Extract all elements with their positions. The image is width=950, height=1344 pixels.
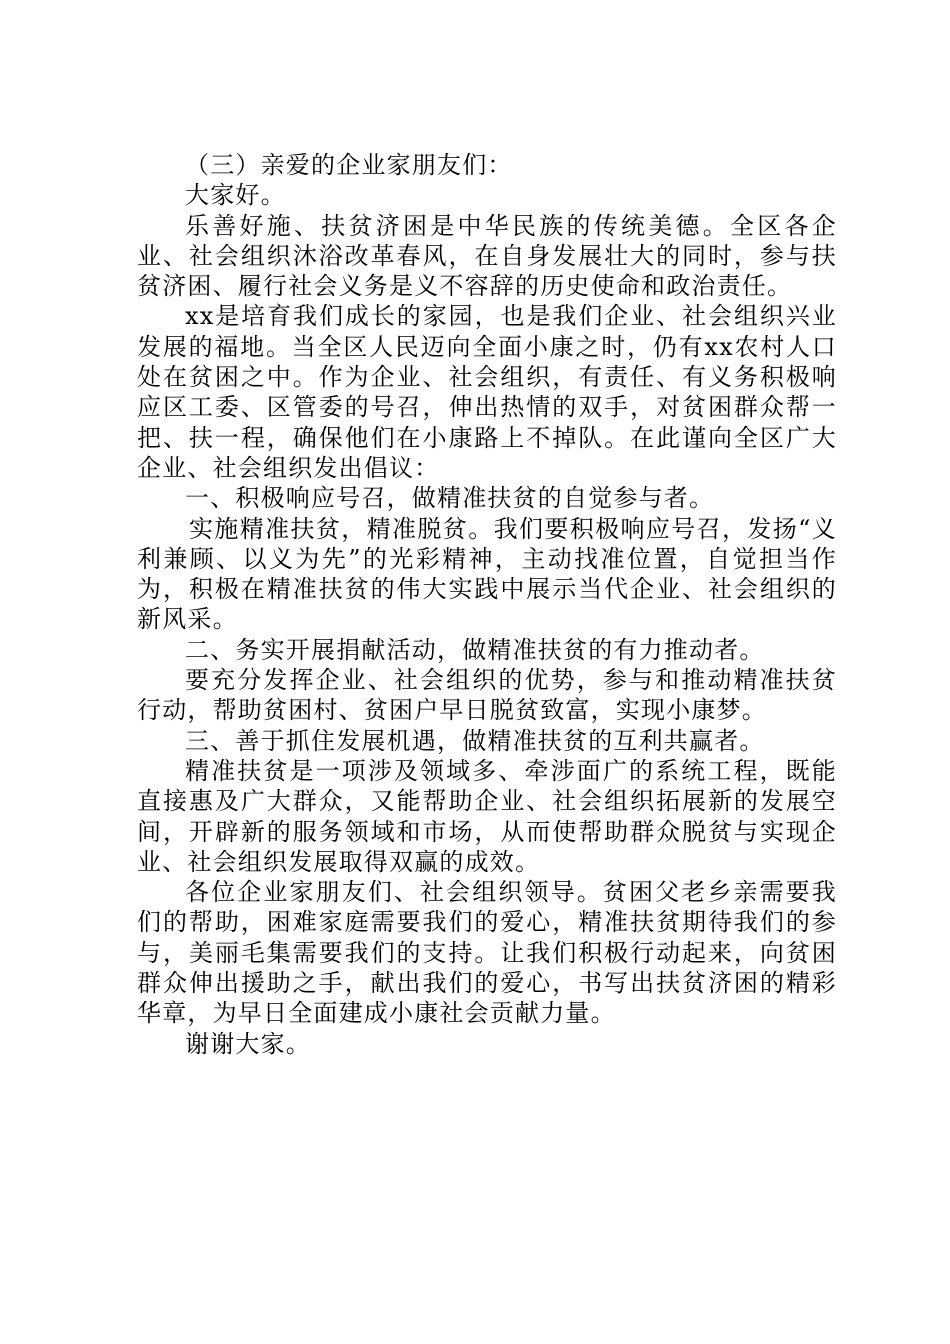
body-paragraph: 各位企业家朋友们、社会组织领导。贫困父老乡亲需要我们的帮助，困难家庭需要我们的爱心，精准扶贫期待我们的参与，美丽毛集需要我们的支持。让我们积极行动起来，向贫困群众伸出援助之手，献出我们的爱心，书写出扶贫济困的精彩华章，为早日全面建成小康社会贡献力量。 [137, 878, 837, 1028]
body-paragraph: 实施精准扶贫，精准脱贫。我们要积极响应号召，发扬“义利兼顾、以义为先”的光彩精神，主动找准位置，自觉担当作为，积极在精准扶贫的伟大实践中展示当代企业、社会组织的新风采。 [137, 514, 837, 634]
closing-line: 谢谢大家。 [185, 1029, 311, 1058]
salutation: 大家好。 [185, 181, 286, 210]
section-heading-2: 二、务实开展捐献活动，做精准扶贫的有力推动者。 [185, 635, 765, 664]
section-heading-1: 一、积极响应号召，做精准扶贫的自觉参与者。 [185, 484, 715, 513]
body-paragraph: xx是培育我们成长的家园，也是我们企业、社会组织兴业发展的福地。当全区人民迈向全面小康之时，仍有xx农村人口处在贫困之中。作为企业、社会组织，有责任、有义务积极响应区工委、区管委的号召，伸出热情的双手，对贫困群众帮一把、扶一程，确保他们在小康路上不掉队。在此谨向全区广大企业、社会组织发出倡议： [137, 302, 837, 482]
body-paragraph: 精准扶贫是一项涉及领域多、牵涉面广的系统工程，既能直接惠及广大群众，又能帮助企业、社会组织拓展新的发展空间，开辟新的服务领域和市场，从而使帮助群众脱贫与实现企业、社会组织发展取得双赢的成效。 [137, 756, 837, 876]
section-heading-3: 三、善于抓住发展机遇，做精准扶贫的互利共赢者。 [185, 726, 765, 755]
body-paragraph: 要充分发挥企业、社会组织的优势，参与和推动精准扶贫行动，帮助贫困村、贫困户早日脱贫致富，实现小康梦。 [137, 666, 837, 725]
greeting-heading: （三）亲爱的企业家朋友们： [185, 151, 513, 179]
body-paragraph: 乐善好施、扶贫济困是中华民族的传统美德。全区各企业、社会组织沐浴改革春风，在自身发展壮大的同时，参与扶贫济困、履行社会义务是义不容辞的历史使命和政治责任。 [137, 211, 837, 301]
document-body [137, 150, 837, 1059]
